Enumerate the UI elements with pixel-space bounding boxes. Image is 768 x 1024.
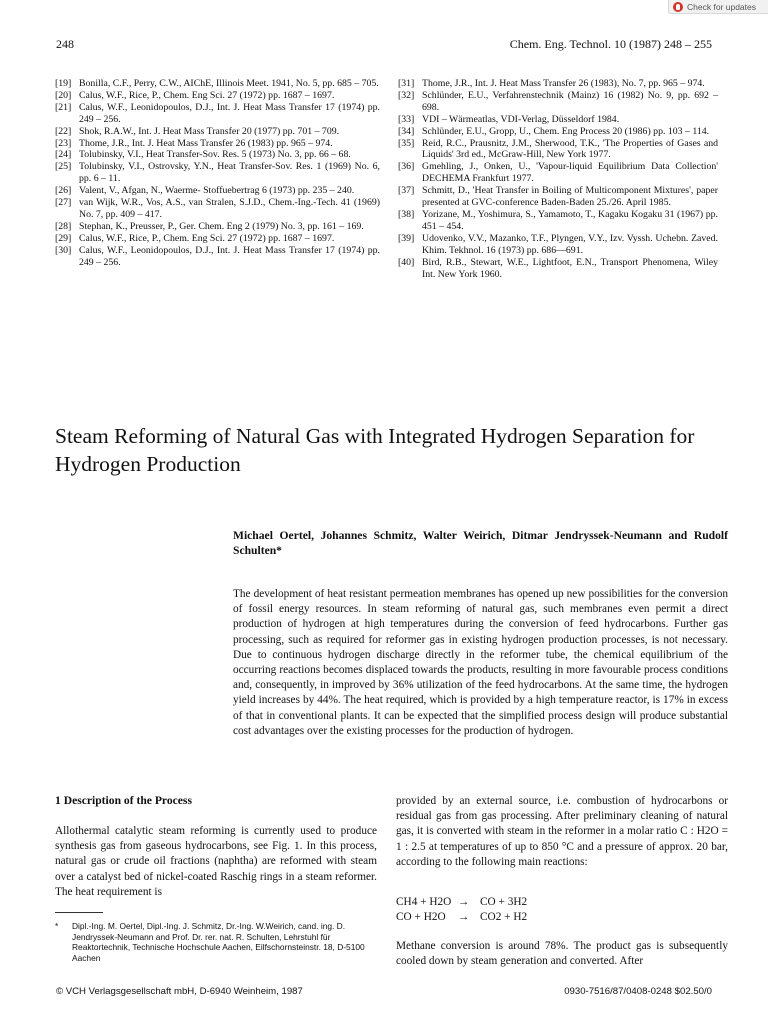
reference-number: [30] [55,244,72,256]
check-for-updates-button[interactable] [668,0,768,14]
reference-text: van Wijk, W.R., Vos, A.S., van Stralen, S.J.D., Chem.-Ing.-Tech. 41 (1969) No. 7, pp. 409 – 417. [79,197,380,220]
reference-text: Bird, R.B., Stewart, W.E., Lightfoot, E.N., Transport Phenomena, Wiley Int. New York 1960. [422,256,718,280]
reference-text: Gmehling, J., Onken, U., 'Vapour-liquid Equilibrium Data Collection' DECHEMA Frankfurt 1977. [422,161,718,185]
reaction-reactants: CO + H2O [396,910,446,923]
reference-text: Udovenko, V.V., Mazanko, T.F., Plyngen, V.Y., Izv. Vyssh. Uchebn. Zaved. Khim. Tekhnol. 16 (1973) pp. 686—691. [422,232,718,256]
journal-reference: Chem. Eng. Technol. 10 (1987) 248 – 255 [509,37,712,51]
footnote-marker: * [55,921,59,931]
reference-text: Thome, J.R., Int. J. Heat Mass Transfer 26 (1983) pp. 965 – 974. [79,137,333,149]
abstract: The development of heat resistant permeation membranes has opened up new possibilities for the conversion of fossil energy resources. In steam reforming of natural gas, such membranes even permit a direct production of hydrogen at high temperatures during the conversion of feed hydrocarbons. Further gas processing, such as required for reformer gas in existing hydrogen production processes, is not necessary. Due to continuous hydrogen discharge directly in the reformer tube, the chemical equilibrium of the occurring reactions becomes displaced towards the products, resulting in more favourable process conditions and, consequently, in improved by 36% utilization of the feed hydrocarbons. At the same time, the hydrogen yield increases by 44%. The heat required, which is provided by a high temperature reactor, is 17% in excess of that in conventional plants. It can be expected that the simplified process design will produce substantial cost advantages over the existing processes for the production of hydrogen. [233,588,728,737]
reference-text: Thome, J.R., Int. J. Heat Mass Transfer 26 (1983), No. 7, pp. 965 – 974. [422,78,705,89]
reference-item [55,138,380,150]
reference-item [398,90,718,114]
reference-number: [24] [55,149,72,161]
reference-item [398,78,718,90]
reference-text: Stephan, K., Preusser, P., Ger. Chem. Eng 2 (1979) No. 3, pp. 161 – 169. [79,220,364,232]
footnote-divider [55,912,103,913]
article-code: 0930-7516/87/0408-0248 $02.50/0 [564,986,712,997]
reference-number: [25] [55,161,72,173]
references-left-column [55,78,380,269]
reference-item [55,90,380,102]
article-title: Steam Reforming of Natural Gas with Integrated Hydrogen Separation for Hydrogen Production [55,424,695,476]
reference-item [398,126,718,138]
reference-item [55,233,380,245]
reference-text: Yorizane, M., Yoshimura, S., Yamamoto, T., Kagaku Kogaku 31 (1967) pp. 451 – 454. [422,208,718,232]
body-paragraph-right: provided by an external source, i.e. combustion of hydrocarbons or residual gas from gas processing. After preliminary cleaning of natural gas, it is converted with steam in the reformer in a molar ratio C : H2O = 1 : 2.5 at temperatures of up to 850 °C and a pressure of approx. 20 bar, according to the following main reactions: [396,795,728,868]
reference-item [55,102,380,126]
reference-text: Bonilla, C.F., Perry, C.W., AIChE, Illinois Meet. 1941, No. 5, pp. 685 – 705. [79,78,379,89]
reference-number: [31] [398,78,415,89]
reaction-equation [396,895,527,910]
section-heading: 1 Description of the Process [55,794,192,807]
reaction-reactants: CH4 + H2O [396,896,452,908]
reference-item [55,149,380,161]
reference-text: Calus, W.F., Leonidopoulos, D.J., Int. J. Heat Mass Transfer 17 (1974) pp. 249 – 256. [79,101,380,125]
reference-number: [33] [398,113,415,125]
footnote-text: Dipl.-Ing. M. Oertel, Dipl.-Ing. J. Schmitz, Dr.-Ing. W.Weirich, cand. ing. D. Jendryssek-Neumann and Prof. Dr. rer. nat. R. Schulten, Lehrstuhl für Reaktortechnik, Technische Hochschule Aachen, Eilfschornsteinstr. 18, D-5100 Aachen [72,921,365,963]
reference-number: [35] [398,137,415,149]
reference-number: [37] [398,185,415,197]
reference-item [55,197,380,221]
reference-item [55,245,380,269]
reference-number: [39] [398,232,415,244]
reference-text: Schlünder, E.U., Verfahrenstechnik (Mainz) 16 (1982) No. 9, pp. 692 – 698. [422,89,718,113]
reference-text: Calus, W.F., Rice, P., Chem. Eng Sci. 27 (1972) pp. 1687 – 1697. [79,232,335,244]
reaction-arrow: → [458,910,470,923]
reference-text: Tolubinsky, V.I., Heat Transfer-Sov. Res. 5 (1973) No. 3, pp. 66 – 68. [79,149,351,161]
author-affiliation-footnote [55,921,377,963]
reaction-equation [396,910,527,925]
copyright-notice: © VCH Verlagsgesellschaft mbH, D-6940 Weinheim, 1987 [56,986,303,997]
reference-item [55,126,380,138]
reference-text: Valent, V., Afgan, N., Waerme- Stoffuebertrag 6 (1973) pp. 235 – 240. [79,185,355,197]
bookmark-icon [673,2,683,12]
reaction-products: CO + 3H2 [480,896,528,908]
reference-text: VDI – Wärmeatlas, VDI-Verlag, Düsseldorf 1984. [422,113,620,125]
reference-text: Reid, R.C., Prausnitz, J.M., Sherwood, T.K., 'The Properties of Gases and Liquids' 3rd ed., McGraw-Hill, New York 1977. [422,137,718,161]
reference-number: [23] [55,137,72,149]
page-number: 248 [56,37,74,51]
reference-number: [32] [398,89,415,101]
reference-item [398,209,718,233]
reference-number: [28] [55,220,72,232]
reference-number: [22] [55,125,72,137]
reference-item [55,185,380,197]
check-for-updates-label: Check for updates [687,1,756,12]
reaction-arrow: → [458,896,470,908]
body-paragraph-left: Allothermal catalytic steam reforming is currently used to produce synthesis gas from gaseous hydrocarbons, see Fig. 1. In this process, natural gas or crude oil fractions (naphtha) are reformed with steam over a catalyst bed of nickel-coated Raschig rings in a steam reformer. The heat requirement is [55,825,377,898]
reference-number: [21] [55,101,72,113]
reference-text: Tolubinsky, V.I., Ostrovsky, Y.N., Heat Transfer-Sov. Res. 1 (1969) No. 6, pp. 6 – 11. [79,161,380,185]
author-list: Michael Oertel, Johannes Schmitz, Walter Weirich, Ditmar Jendryssek-Neumann and Rudolf Schulten* [233,529,728,557]
reference-item [398,185,718,209]
reference-number: [27] [55,197,72,209]
reference-number: [19] [55,78,72,89]
reference-number: [20] [55,89,72,101]
reaction-products: CO2 + H2 [480,910,528,923]
reference-text: Schlünder, E.U., Gropp, U., Chem. Eng Process 20 (1986) pp. 103 – 114. [422,125,710,137]
reference-item [398,138,718,162]
reference-number: [26] [55,185,72,197]
reference-item [55,78,380,90]
reference-text: Calus, W.F., Rice, P., Chem. Eng Sci. 27 (1972) pp. 1687 – 1697. [79,89,335,101]
body-paragraph-right-continued: Methane conversion is around 78%. The product gas is subsequently cooled down by steam generation and converted. After [396,940,728,968]
reference-item [398,233,718,257]
reference-item [398,114,718,126]
reference-number: [29] [55,232,72,244]
reference-text: Calus, W.F., Leonidopoulos, D.J., Int. J. Heat Mass Transfer 17 (1974) pp. 249 – 256. [79,244,380,268]
reference-number: [36] [398,161,415,173]
reference-item [398,161,718,185]
reference-number: [38] [398,208,415,220]
reference-number: [34] [398,125,415,137]
reaction-equations [396,895,527,924]
reference-text: Schmitt, D., 'Heat Transfer in Boiling of Multicomponent Mixtures', paper presented at GVC-conference Baden-Baden 25./26. April 1985. [422,185,718,209]
reference-text: Shok, R.A.W., Int. J. Heat Mass Transfer 20 (1977) pp. 701 – 709. [79,125,340,137]
reference-item [55,161,380,185]
reference-item [398,257,718,281]
references-right-column [398,78,718,280]
reference-item [55,221,380,233]
reference-number: [40] [398,256,415,268]
